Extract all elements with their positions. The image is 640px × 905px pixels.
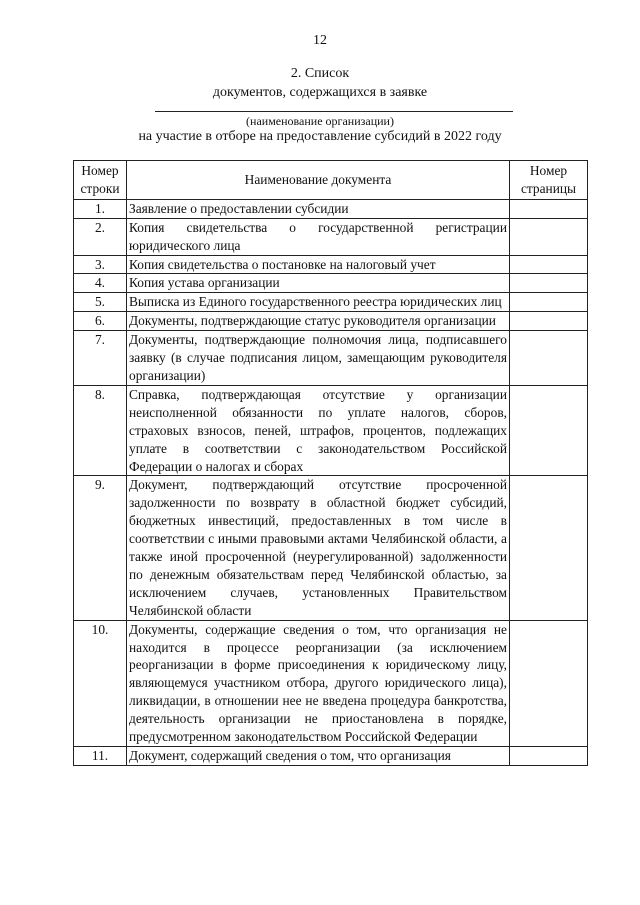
table-header-row	[74, 161, 588, 200]
table-row	[74, 385, 588, 476]
table-row	[74, 620, 588, 746]
row-number-cell: 3.	[74, 255, 127, 274]
row-number-cell: 7.	[74, 331, 127, 386]
title-line-2: документов, содержащихся в заявке	[212, 85, 428, 100]
header-row-number: Номер строки	[74, 161, 127, 200]
page-number-cell	[510, 274, 588, 293]
document-name-cell: Документы, подтверждающие полномочия лица, подписавшего заявку (в случае подписания лицом, замещающим руководителя организации)	[127, 331, 510, 386]
document-title	[0, 64, 640, 102]
page-number-cell	[510, 747, 588, 766]
page-number-cell	[510, 218, 588, 255]
document-subtitle: на участие в отборе на предоставление субсидий в 2022 году	[138, 129, 502, 144]
document-name-cell: Копия свидетельства о постановке на налоговый учет	[127, 255, 510, 274]
row-number-cell: 2.	[74, 218, 127, 255]
page-number-cell	[510, 620, 588, 746]
row-number-cell: 4.	[74, 274, 127, 293]
row-number-cell: 1.	[74, 199, 127, 218]
row-number-cell: 9.	[74, 476, 127, 620]
header-document-name: Наименование документа	[127, 161, 510, 200]
title-line-1: 2. Список	[290, 66, 350, 81]
row-number-cell: 10.	[74, 620, 127, 746]
documents-table	[73, 160, 588, 766]
page-number: 12	[313, 33, 327, 48]
page-number-cell	[510, 255, 588, 274]
header-page-number: Номер страницы	[510, 161, 588, 200]
document-name-cell: Заявление о предоставлении субсидии	[127, 199, 510, 218]
page-number-cell	[510, 312, 588, 331]
document-name-cell: Копия свидетельства о государственной регистрации юридического лица	[127, 218, 510, 255]
table-row	[74, 476, 588, 620]
row-number-cell: 5.	[74, 293, 127, 312]
row-number-cell: 11.	[74, 747, 127, 766]
row-number-cell: 6.	[74, 312, 127, 331]
table-row	[74, 293, 588, 312]
document-name-cell: Документы, подтверждающие статус руководителя организации	[127, 312, 510, 331]
page-number-cell	[510, 293, 588, 312]
table-row	[74, 218, 588, 255]
document-name-cell: Справка, подтверждающая отсутствие у организации неисполненной обязанности по уплате налогов, сборов, страховых взносов, пеней, штрафов, процентов, подлежащих уплате в соответствии с законодательством Российской Федерации о налогах и сборах	[127, 385, 510, 476]
page-number-cell	[510, 476, 588, 620]
organization-caption: (наименование организации)	[246, 114, 394, 128]
table-row	[74, 274, 588, 293]
table-row	[74, 255, 588, 274]
table-row	[74, 199, 588, 218]
table-row	[74, 312, 588, 331]
organization-name-line	[155, 111, 513, 112]
table-body	[74, 199, 588, 765]
page-number-cell	[510, 385, 588, 476]
document-name-cell: Документ, подтверждающий отсутствие просроченной задолженности по возврату в областной бюджет субсидий, бюджетных инвестиций, предоставленных в том числе в соответствии с иными правовыми актами Челябинской области, а также иной просроченной (неурегулированной) задолженности по денежным обязательствам перед Челябинской областью, за исключением случаев, установленных Правительством Челябинской области	[127, 476, 510, 620]
table-row	[74, 331, 588, 386]
document-name-cell: Документ, содержащий сведения о том, что организация	[127, 747, 510, 766]
page-number-cell	[510, 331, 588, 386]
document-name-cell: Документы, содержащие сведения о том, что организация не находится в процессе реорганизации (за исключением реорганизации в форме присоединения к юридическому лицу, являющемуся участником отбора, другого юридического лица), ликвидации, в отношении нее не введена процедура банкротства, деятельность организации не приостановлена в порядке, предусмотренном законодательством Российской Федерации	[127, 620, 510, 746]
document-name-cell: Копия устава организации	[127, 274, 510, 293]
document-name-cell: Выписка из Единого государственного реестра юридических лиц	[127, 293, 510, 312]
table-row	[74, 747, 588, 766]
row-number-cell: 8.	[74, 385, 127, 476]
page-number-cell	[510, 199, 588, 218]
